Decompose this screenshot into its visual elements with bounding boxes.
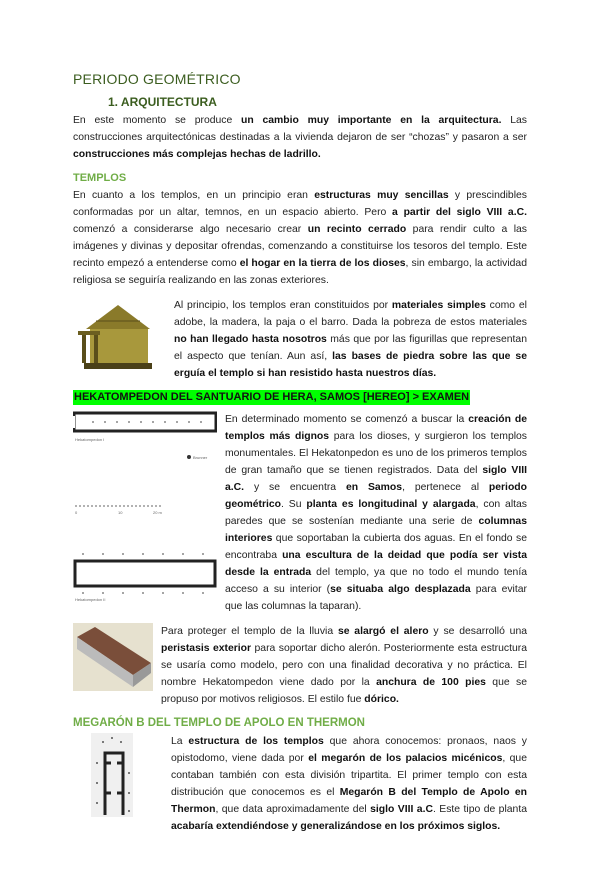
text-run: del templo, ya que no todo el mundo tenía acceso a su interior ( [225,567,527,595]
bold-text: acabaría extendiéndose y generalizándose en los próximos siglos. [171,821,501,832]
bold-text: estructuras muy sencillas [314,190,449,201]
plan-label-top: Hekatompedon I [75,437,105,442]
text-run: y prescindibles conformadas por un altar, temnos, en un espacio abierto. Pero [73,190,527,218]
bold-text: creación de templos más dignos [225,414,527,442]
bold-text: columnas interiores [225,516,527,544]
text-run: para los dioses, y surgieron los templos monumentales. El Hekatonpedon es uno de los primeros templos de gran tamaño que se tienen registrados. Data del [225,431,528,476]
text-run: En cuanto a los templos, en un principio eran [73,190,315,201]
bold-text: peristasis exterior [161,643,252,654]
text-run: como el adobe, la madera, la paja o el barro. Dada la pobreza de estos materiales [174,300,527,328]
text-run: , pertenece al [402,482,489,493]
bold-text: se situaba algo desplazada [330,584,471,595]
bold-text: un recinto cerrado [307,224,407,235]
text-run: , con altas paredes que se sostenían mediante una serie de [225,499,527,527]
text-run: para soportar dicho alerón. Posteriormente esta estructura se usaría como modelo, pero con una finalidad decorativa y no práctica. El nombre Hekatompedon viene dado por la [161,643,527,688]
text-run: para rendir culto a las imágenes y divinas y depositar ofrendas, comenzando a constituirse los tesoros del templo. Este recinto empezó a entenderse como [73,224,527,269]
text-run: que se propuso por motivos religiosos. El estilo fue [161,677,527,705]
templos-paragraph-1 [73,187,527,289]
bold-text: el megarón de los palacios micénicos [308,753,503,764]
text-run: , sin embargo, la actividad religiosa se seguiría realizando en las zonas exteriores. [73,258,527,286]
bold-text: periodo geométrico [225,482,527,510]
bold-text: las bases de piedra sobre las que se erguía el templo si han resistido hasta nuestros días. [174,351,527,379]
bold-text: materiales simples [391,300,486,311]
text-run: , que data aproximadamente del [215,804,371,815]
templos-row [73,297,527,382]
bold-text: estructura de los templos [188,736,324,747]
intro-paragraph [73,112,527,163]
page-title: PERIODO GEOMÉTRICO [73,71,241,87]
text-run: . Este tipo de planta [432,804,527,815]
text-run: y se desarrolló una [428,626,528,637]
hekatompedon-row-2 [73,623,527,708]
plan-label-bottom: Hekatompedon II [75,597,106,602]
text-run: Al principio, los templos eran constituidos por [174,300,392,311]
text-run: Para proteger el templo de la lluvia [161,626,338,637]
hekatompedon-paragraph-1 [225,411,527,615]
bold-text: siglo VIII a.C [370,804,433,815]
scale-label: 20 m [153,510,162,515]
text-run: , que contaban también con esta división tripartita. El primer templo con esta distribución que conocemos es el [171,753,527,798]
templos-paragraph-2 [174,297,527,382]
hekatompedon-model-image [73,623,153,691]
megaron-heading: MEGARÓN B DEL TEMPLO DE APOLO EN THERMON [73,717,365,729]
text-run: . Su [281,499,307,510]
text-run: La [171,736,189,747]
plan-label-brunner: Brunner [193,455,208,460]
megaron-plan-image [91,733,133,817]
bold-text: dórico. [364,694,399,705]
bold-text: en Samos [345,482,403,493]
bold-text: a partir del siglo VIII a.C. [392,207,527,218]
bold-text: se alargó el alero [337,626,429,637]
section-heading: 1. ARQUITECTURA [108,95,217,109]
hekatompedon-row-1 [73,411,527,615]
text-run: y se encuentra [244,482,346,493]
text-run: En determinado momento se comenzó a buscar la [225,414,469,425]
text-run: comenzó a considerarse algo necesario crear [73,224,308,235]
bold-text: planta es longitudinal y alargada [306,499,476,510]
hekatompedon-plan-image [73,411,217,603]
bold-text: construcciones más complejas hechas de ladrillo. [73,149,321,160]
megaron-row [73,733,527,835]
text-run: para evitar que las columnas la taparan). [225,584,527,612]
bold-text: un cambio muy importante en la arquitectura. [241,115,502,126]
templos-heading: TEMPLOS [73,172,127,184]
megaron-paragraph [171,733,527,835]
bold-text: anchura de 100 pies [376,677,486,688]
scale-label: 0 [75,510,78,515]
bold-text: una escultura de la deidad que podía ser vista desde la entrada [225,550,527,578]
hekatompedon-heading: HEKATOMPEDON DEL SANTUARIO DE HERA, SAMOS [HEREO] > EXAMEN [74,391,470,403]
text-run: más que por las figurillas que representan el aspecto que tenían. Aun así, [174,334,527,362]
text-run: En este momento se produce [73,115,242,126]
hekatompedon-paragraph-2 [161,623,527,708]
bold-text: siglo VIII a.C. [225,465,527,493]
bold-text: Megarón B del Templo de Apolo en Thermon [171,787,527,815]
text-run: Las construcciones arquitectónicas destinadas a la vivienda dejaron de ser “chozas” y pasaron a ser [73,115,527,143]
bold-text: el hogar en la tierra de los dioses [239,258,406,269]
text-run: que ahora conocemos: pronaos, naos y opistodomo, viene dada por [171,736,527,764]
text-run: que soportaban la cubierta dos aguas. En el fondo se encontraba [225,533,527,561]
bold-text: no han llegado hasta nosotros [174,334,327,345]
temple-model-image [76,301,160,371]
scale-label: 10 [118,510,123,515]
